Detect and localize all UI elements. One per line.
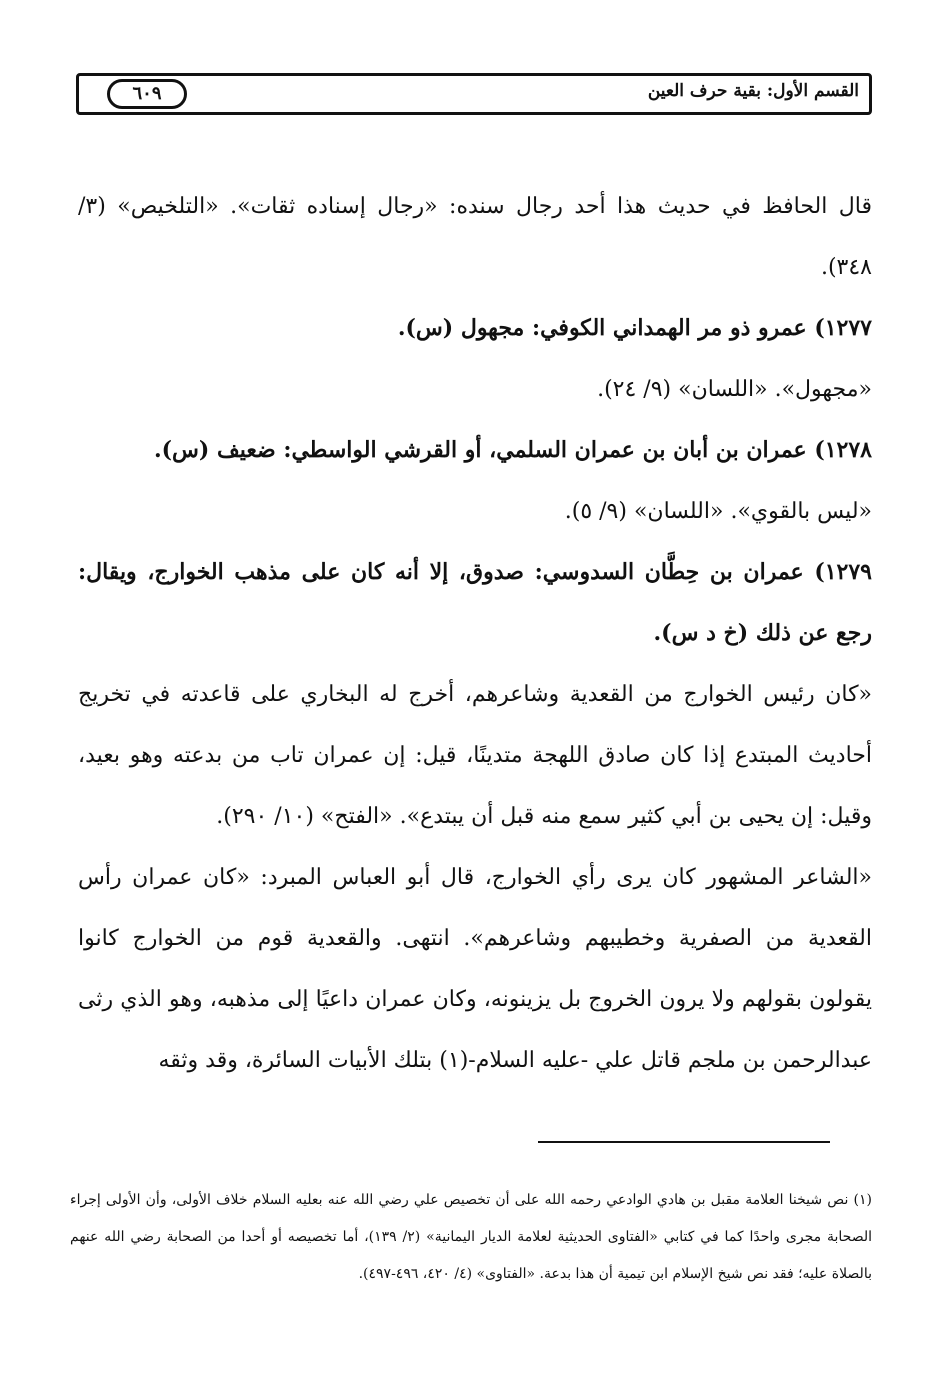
paragraph: «كان رئيس الخوارج من القعدية وشاعرهم، أخرج له البخاري على قاعدته في تخريج أحاديث المبتدع إذا كان صادق اللهجة متدينًا، قيل: إن عمران تاب من بدعته وهو بعيد، وقيل: إن يحيى بن أبي كثير سمع منه قبل أن يبتدع». «الفتح» (١٠/ ٢٩٠). xyxy=(78,682,872,829)
entry-heading: ١٢٧٩) عمران بن حِطَّان السدوسي: صدوق، إلا أنه كان على مذهب الخوارج، ويقال: رجع عن ذلك (خ د س). xyxy=(78,559,872,646)
footnote xyxy=(70,1182,872,1293)
page-header xyxy=(76,73,872,115)
entry-heading: ١٢٧٧) عمرو ذو مر الهمداني الكوفي: مجهول (س). xyxy=(397,315,872,341)
footnote-divider xyxy=(538,1141,830,1143)
page-number: ٦٠٩ xyxy=(107,79,187,109)
entry-heading: ١٢٧٨) عمران بن أبان بن عمران السلمي، أو القرشي الواسطي: ضعيف (س). xyxy=(153,437,872,463)
paragraph: «مجهول». «اللسان» (٩/ ٢٤). xyxy=(597,377,872,402)
footnote-text: (١) نص شيخنا العلامة مقبل بن هادي الوادعي رحمه الله على أن تخصيص علي رضي الله عنه بعليه السلام خلاف الأولى، وأن الأولى إجراء الصحابة مجرى واحدًا كما في كتابي «الفتاوى الحديثية لعلامة الديار اليمانية» (٢/ ١٣٩)، أما تخصيصه أو أحدا من الصحابة رضي الله عنهم بالصلاة عليه؛ فقد نص شيخ الإسلام ابن تيمية أن هذا بدعة. «الفتاوى» (٤/ ٤٢٠، ٤٩٦-٤٩٧). xyxy=(70,1192,872,1282)
paragraph: «ليس بالقوي». «اللسان» (٩/ ٥). xyxy=(564,499,872,524)
header-title: القسم الأول: بقية حرف العين xyxy=(647,81,859,101)
paragraph: قال الحافظ في حديث هذا أحد رجال سنده: «رجال إسناده ثقات». «التلخيص» (٣/ ٣٤٨). xyxy=(78,194,872,280)
paragraph: «الشاعر المشهور كان يرى رأي الخوارج، قال أبو العباس المبرد: «كان عمران رأس القعدية من الصفرية وخطيبهم وشاعرهم». انتهى. والقعدية قوم من الخوارج كانوا يقولون بقولهم ولا يرون الخروج بل يزينونه، وكان عمران داعيًا إلى مذهبه، وهو الذي رثى عبدالرحمن بن ملجم قاتل علي -عليه السلام-(١) بتلك الأبيات السائرة، وقد وثقه xyxy=(78,865,872,1073)
main-text xyxy=(78,176,872,1091)
